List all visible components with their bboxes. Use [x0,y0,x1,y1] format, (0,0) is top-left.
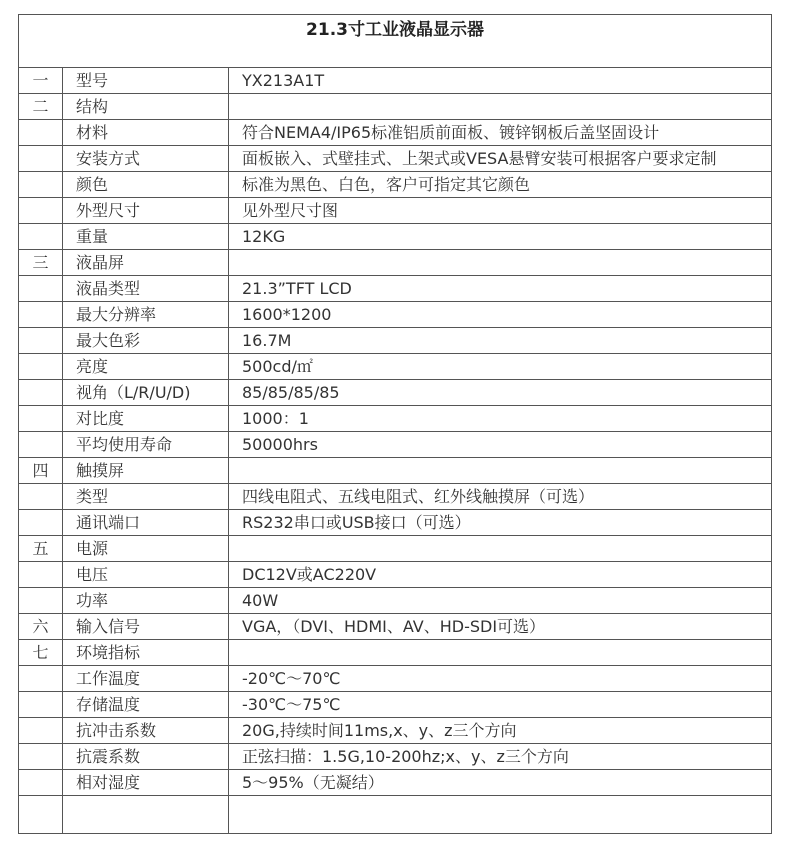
table-row [19,224,772,250]
row-value: VGA，（DVI、HDMI、AV、HD-SDI可选） [229,614,772,640]
row-number: 五 [19,536,63,562]
table-row [19,146,772,172]
row-number: 六 [19,614,63,640]
row-name: 型号 [63,68,229,94]
row-value: 面板嵌入、式壁挂式、上架式或VESA悬臂安装可根据客户要求定制 [229,146,772,172]
row-number [19,692,63,718]
table-row [19,614,772,640]
table-row [19,120,772,146]
table-row [19,562,772,588]
table-row [19,770,772,796]
row-value: 标准为黑色、白色，客户可指定其它颜色 [229,172,772,198]
row-name: 类型 [63,484,229,510]
row-number: 二 [19,94,63,120]
row-value: 符合NEMA4/IP65标准铝质前面板、镀锌钢板后盖坚固设计 [229,120,772,146]
row-number [19,302,63,328]
table-row [19,250,772,276]
row-name: 环境指标 [63,640,229,666]
row-name: 输入信号 [63,614,229,640]
row-value: 见外型尺寸图 [229,198,772,224]
row-name: 功率 [63,588,229,614]
table-row [19,640,772,666]
row-name: 外型尺寸 [63,198,229,224]
row-value: 20G,持续时间11ms,x、y、z三个方向 [229,718,772,744]
row-name: 对比度 [63,406,229,432]
table-row [19,94,772,120]
row-value [229,250,772,276]
row-value: 40W [229,588,772,614]
table-row [19,718,772,744]
row-name: 存储温度 [63,692,229,718]
row-name: 视角（L/R/U/D) [63,380,229,406]
table-row [19,328,772,354]
row-value: RS232串口或USB接口（可选） [229,510,772,536]
row-number [19,744,63,770]
table-row [19,588,772,614]
row-number [19,562,63,588]
spec-table [18,14,772,834]
title-row [19,15,772,68]
row-value: YX213A1T [229,68,772,94]
row-name: 液晶屏 [63,250,229,276]
table-row [19,380,772,406]
row-value [229,640,772,666]
blank-cell [63,796,229,834]
row-value: 85/85/85/85 [229,380,772,406]
row-value: 50000hrs [229,432,772,458]
row-value: 21.3”TFT LCD [229,276,772,302]
row-name: 材料 [63,120,229,146]
row-value: 1600*1200 [229,302,772,328]
table-title: 21.3寸工业液晶显示器 [19,15,772,68]
blank-row [19,796,772,834]
table-row [19,432,772,458]
row-number [19,120,63,146]
row-value: -20℃～70℃ [229,666,772,692]
row-number [19,328,63,354]
table-row [19,68,772,94]
row-name: 最大色彩 [63,328,229,354]
row-number [19,146,63,172]
row-value: 16.7M [229,328,772,354]
row-number [19,276,63,302]
row-value: 四线电阻式、五线电阻式、红外线触摸屏（可选） [229,484,772,510]
row-name: 电压 [63,562,229,588]
row-name: 安装方式 [63,146,229,172]
row-name: 最大分辨率 [63,302,229,328]
table-row [19,666,772,692]
blank-cell [229,796,772,834]
table-row [19,406,772,432]
row-value: -30℃～75℃ [229,692,772,718]
row-number [19,172,63,198]
row-value: 12KG [229,224,772,250]
table-row [19,354,772,380]
row-number [19,484,63,510]
row-name: 相对湿度 [63,770,229,796]
row-name: 液晶类型 [63,276,229,302]
row-value [229,94,772,120]
row-number: 七 [19,640,63,666]
table-row [19,536,772,562]
row-number: 一 [19,68,63,94]
row-value [229,536,772,562]
row-number [19,666,63,692]
row-value: 500cd/㎡ [229,354,772,380]
row-number [19,198,63,224]
row-number [19,432,63,458]
table-row [19,198,772,224]
row-name: 抗震系数 [63,744,229,770]
row-number: 四 [19,458,63,484]
row-name: 通讯端口 [63,510,229,536]
row-name: 抗冲击系数 [63,718,229,744]
row-number: 三 [19,250,63,276]
row-number [19,406,63,432]
row-name: 工作温度 [63,666,229,692]
row-value: DC12V或AC220V [229,562,772,588]
row-name: 亮度 [63,354,229,380]
row-value [229,458,772,484]
row-name: 结构 [63,94,229,120]
table-row [19,510,772,536]
table-row [19,172,772,198]
row-number [19,224,63,250]
table-row [19,458,772,484]
table-row [19,744,772,770]
table-row [19,692,772,718]
row-number [19,770,63,796]
row-number [19,718,63,744]
row-number [19,380,63,406]
row-name: 触摸屏 [63,458,229,484]
row-number [19,588,63,614]
row-name: 重量 [63,224,229,250]
row-number [19,510,63,536]
row-value: 1000：1 [229,406,772,432]
table-row [19,484,772,510]
blank-cell [19,796,63,834]
row-name: 电源 [63,536,229,562]
row-name: 颜色 [63,172,229,198]
row-value: 正弦扫描：1.5G,10-200hz;x、y、z三个方向 [229,744,772,770]
table-row [19,276,772,302]
spec-table-body [19,15,772,834]
row-name: 平均使用寿命 [63,432,229,458]
row-value: 5～95%（无凝结） [229,770,772,796]
row-number [19,354,63,380]
table-row [19,302,772,328]
